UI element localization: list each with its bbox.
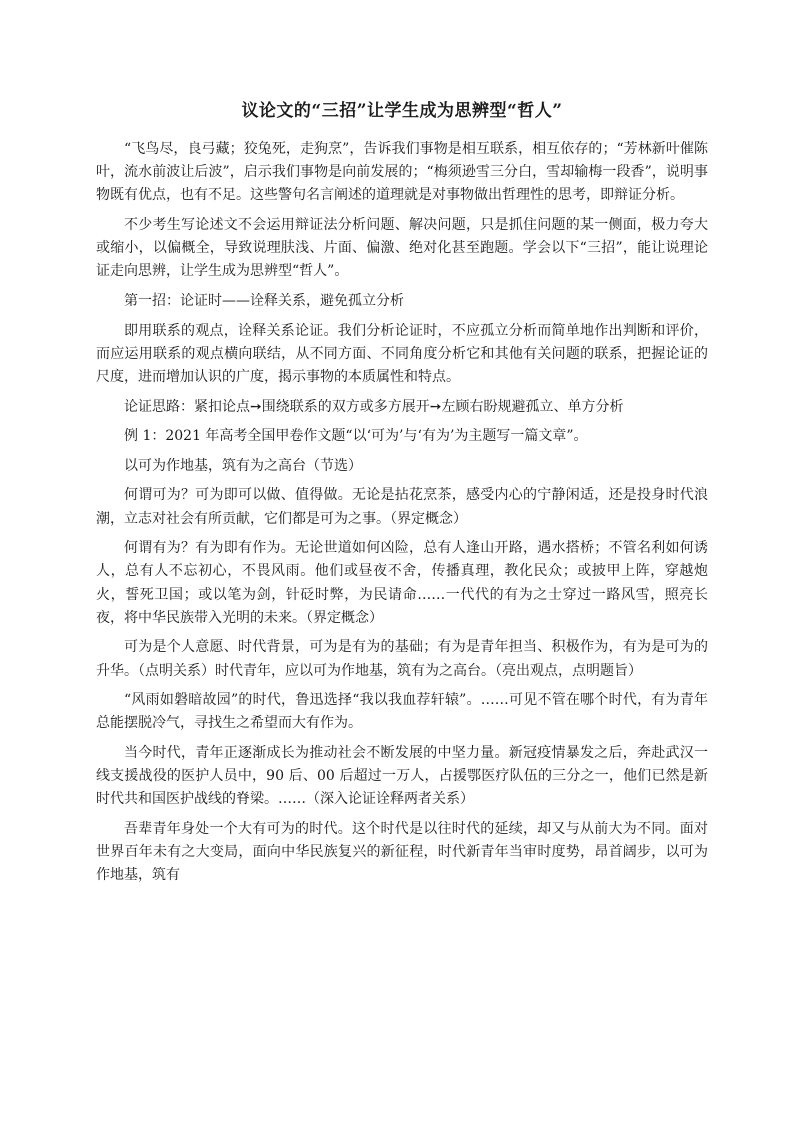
essay-paragraph: 何谓有为？有为即有作为。无论世道如何凶险，总有人逢山开路，遇水搭桥；不管名利如何诱人，总有人不忘初心，不畏风雨。他们或昼夜不舍，传播真理，教化民众；或披甲上阵，穿越炮火，誓死卫国；或以笔为剑，针砭时弊，为民请命……一代代的有为之士穿过一路风雪，照亮长夜，将中华民族带入光明的未来。（界定概念） [96,540,708,626]
paragraph-argument-path: 论证思路：紧扣论点➙围绕联系的双方或多方展开➙左顾右盼规避孤立、单方分析 [124,398,624,415]
paragraph-problem: 不少考生写论述文不会运用辩证法分析问题、解决问题，只是抓住问题的某一侧面，极力夸大或缩小，以偏概全，导致说理肤浅、片面、偏激、绝对化甚至跑题。学会以下“三招”，能让说理论证走向思辨，让学生成为思辨型“哲人”。 [96,217,708,280]
essay-paragraph: 何谓可为？可为即可以做、值得做。无论是拈花烹茶，感受内心的宁静闲适，还是投身时代浪潮，立志对社会有所贡献，它们都是可为之事。（界定概念） [96,487,708,527]
document-page [96,98,708,894]
essay-paragraph: 当今时代，青年正逐渐成长为推动社会不断发展的中坚力量。新冠疫情暴发之后，奔赴武汉一线支援战役的医护人员中，90 后、00 后超过一万人，占援鄂医疗队伍的三分之一，他们已然是新时代共和国医护战线的脊梁。……（深入论证诠释两者关系） [96,744,708,808]
essay-subtitle: 以可为作地基，筑有为之高台（节选） [124,457,362,474]
essay-paragraph: 可为是个人意愿、时代背景，可为是有为的基础；有为是青年担当、积极作为，有为是可为的升华。（点明关系）时代青年，应以可为作地基，筑有为之高台。（亮出观点，点明题旨） [96,639,708,679]
paragraph-example-1: 例 1：2021 年高考全国甲卷作文题“以‘可为’与‘有为’为主题写一篇文章”。 [124,428,588,445]
essay-paragraph: “风雨如磐暗故园”的时代，鲁迅选择“我以我血荐轩辕”。……可见不管在哪个时代，有为青年总能摆脱冷气，寻找生之希望而大有作为。 [96,692,708,732]
document-title: 议论文的“三招”让学生成为思辨型“哲人” [241,101,563,121]
section-heading-first-move: 第一招：论证时——诠释关系，避免孤立分析 [124,293,404,309]
essay-paragraph: 吾辈青年身处一个大有可为的时代。这个时代是以往时代的延续，却又与从前大为不同。面对世界百年未有之大变局，面向中华民族复兴的新征程，时代新青年当审时度势，昂首阔步，以可为作地基，筑有 [96,820,708,884]
paragraph-explanation: 即用联系的观点，诠释关系论证。我们分析论证时，不应孤立分析而简单地作出判断和评价，而应运用联系的观点横向联结，从不同方面、不同角度分析它和其他有关问题的联系，把握论证的尺度，进而增加认识的广度，揭示事物的本质属性和特点。 [96,322,708,385]
paragraph-intro-quotes: “飞鸟尽，良弓藏；狡兔死，走狗烹”，告诉我们事物是相互联系，相互依存的；“芳林新叶催陈叶，流水前波让后波”，启示我们事物是向前发展的；“梅须逊雪三分白，雪却输梅一段香”，说明事物既有优点，也有不足。这些警句名言阐述的道理就是对事物做出哲理性的思考，即辩证分析。 [96,141,708,204]
